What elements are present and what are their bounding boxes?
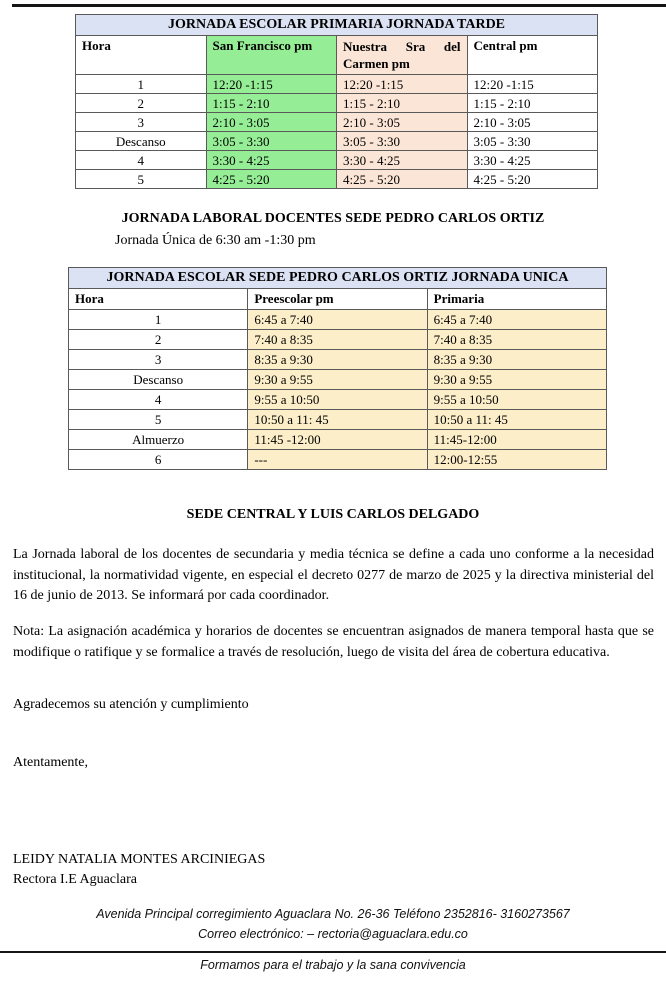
table-header-row (76, 36, 598, 75)
table-cell: 3 (69, 350, 248, 370)
table-cell: 11:45 -12:00 (248, 430, 427, 450)
column-header-preescolar: Preescolar pm (248, 289, 427, 310)
table-cell: 4:25 - 5:20 (206, 170, 337, 189)
table-title-text: JORNADA ESCOLAR PRIMARIA JORNADA TARDE (167, 17, 506, 32)
table-row (69, 410, 607, 430)
table-cell: 7:40 a 8:35 (248, 330, 427, 350)
table-cell: 2 (76, 94, 207, 113)
footer-rule (0, 951, 666, 953)
table-row (76, 151, 598, 170)
table-row (69, 370, 607, 390)
table-cell: 12:20 -1:15 (467, 75, 598, 94)
salutation: Atentamente, (13, 755, 89, 770)
footer-address: Avenida Principal corregimiento Aguaclara No. 26-36 Teléfono 2352816- 3160273567 (96, 907, 570, 921)
paragraph-agradecimiento: Agradecemos su atención y cumplimiento (13, 697, 249, 712)
column-header-central: Central pm (467, 36, 598, 75)
table-cell: 2:10 - 3:05 (467, 113, 598, 132)
signer-name: LEIDY NATALIA MONTES ARCINIEGAS (13, 852, 266, 867)
signer-title: Rectora I.E Aguaclara (13, 872, 137, 887)
table-cell: 3:05 - 3:30 (467, 132, 598, 151)
column-header-san-francisco: San Francisco pm (206, 36, 337, 75)
table-cell: 1:15 - 2:10 (206, 94, 337, 113)
table-cell: 3:30 - 4:25 (206, 151, 337, 170)
heading-sede-central: SEDE CENTRAL Y LUIS CARLOS DELGADO (186, 507, 480, 522)
table-cell: 6 (69, 450, 248, 470)
table-cell: 8:35 a 9:30 (248, 350, 427, 370)
table-row (69, 450, 607, 470)
table-cell: 6:45 a 7:40 (248, 310, 427, 330)
table-row (69, 350, 607, 370)
table-cell: 1 (76, 75, 207, 94)
table-cell: 4:25 - 5:20 (467, 170, 598, 189)
table-cell: 1 (69, 310, 248, 330)
heading-jornada-laboral: JORNADA LABORAL DOCENTES SEDE PEDRO CARLOS ORTIZ (121, 211, 545, 226)
unica-table-body (69, 310, 607, 470)
table-cell: 10:50 a 11: 45 (248, 410, 427, 430)
table-cell: 9:55 a 10:50 (427, 390, 606, 410)
table-title-row (69, 268, 607, 289)
table-cell: Descanso (76, 132, 207, 151)
table-cell: 2:10 - 3:05 (337, 113, 468, 132)
footer-motto: Formamos para el trabajo y la sana convivencia (200, 958, 466, 972)
primaria-table-body (76, 75, 598, 189)
primaria-schedule-table (75, 14, 598, 189)
table-cell: 3:05 - 3:30 (206, 132, 337, 151)
page-top-rule (12, 4, 666, 7)
table-cell: 4 (76, 151, 207, 170)
table-title-text: JORNADA ESCOLAR SEDE PEDRO CARLOS ORTIZ JORNADA UNICA (106, 270, 569, 285)
table-cell: 1:15 - 2:10 (337, 94, 468, 113)
table-cell: 7:40 a 8:35 (427, 330, 606, 350)
table-cell: --- (248, 450, 427, 470)
table-cell: 4 (69, 390, 248, 410)
table-cell: 10:50 a 11: 45 (427, 410, 606, 430)
table-cell: 12:20 -1:15 (337, 75, 468, 94)
table-cell: 9:30 a 9:55 (427, 370, 606, 390)
table-row (76, 170, 598, 189)
paragraph-nota: Nota: La asignación académica y horarios de docentes se encuentran asignados de manera temporal hasta que se modifique o ratifique y se formalice a través de resolución, luego de visita del área de cobertura educativa. (13, 624, 654, 660)
footer-email: Correo electrónico: – rectoria@aguaclara.edu.co (198, 927, 468, 941)
table-cell: 5 (69, 410, 248, 430)
table-cell: Almuerzo (69, 430, 248, 450)
primaria-table-title (76, 15, 598, 36)
table-cell: 3:05 - 3:30 (337, 132, 468, 151)
table-cell: 9:30 a 9:55 (248, 370, 427, 390)
table-cell: 3:30 - 4:25 (467, 151, 598, 170)
paragraph-jornada-laboral: La Jornada laboral de los docentes de secundaria y media técnica se define a cada uno conforme a la necesidad institucional, la normatividad vigente, en especial el decreto 0277 de marzo de 2025 y la directiva ministerial del 16 de junio de 2013. Se informará por cada coordinador. (13, 547, 654, 603)
table-row (69, 310, 607, 330)
table-cell: 2:10 - 3:05 (206, 113, 337, 132)
table-cell: 12:00-12:55 (427, 450, 606, 470)
table-cell: 3:30 - 4:25 (337, 151, 468, 170)
table-cell: 6:45 a 7:40 (427, 310, 606, 330)
table-row (69, 390, 607, 410)
table-row (69, 330, 607, 350)
table-row (76, 113, 598, 132)
unica-schedule-table (68, 267, 607, 470)
table-cell: 9:55 a 10:50 (248, 390, 427, 410)
table-row (76, 94, 598, 113)
subheading-jornada-unica: Jornada Única de 6:30 am -1:30 pm (115, 233, 316, 248)
table-cell: 1:15 - 2:10 (467, 94, 598, 113)
table-row (69, 430, 607, 450)
column-header-hora: Hora (76, 36, 207, 75)
table-cell: 11:45-12:00 (427, 430, 606, 450)
signature-block (13, 850, 265, 890)
table-title-row (76, 15, 598, 36)
table-header-row (69, 289, 607, 310)
table-cell: Descanso (69, 370, 248, 390)
table-cell: 5 (76, 170, 207, 189)
table-cell: 12:20 -1:15 (206, 75, 337, 94)
column-header-hora: Hora (69, 289, 248, 310)
table-row (76, 132, 598, 151)
unica-table-title (69, 268, 607, 289)
column-header-carmen: Nuestra Sra del Carmen pm (337, 36, 468, 75)
column-header-primaria: Primaria (427, 289, 606, 310)
table-cell: 4:25 - 5:20 (337, 170, 468, 189)
table-cell: 2 (69, 330, 248, 350)
table-row (76, 75, 598, 94)
table-cell: 3 (76, 113, 207, 132)
table-cell: 8:35 a 9:30 (427, 350, 606, 370)
